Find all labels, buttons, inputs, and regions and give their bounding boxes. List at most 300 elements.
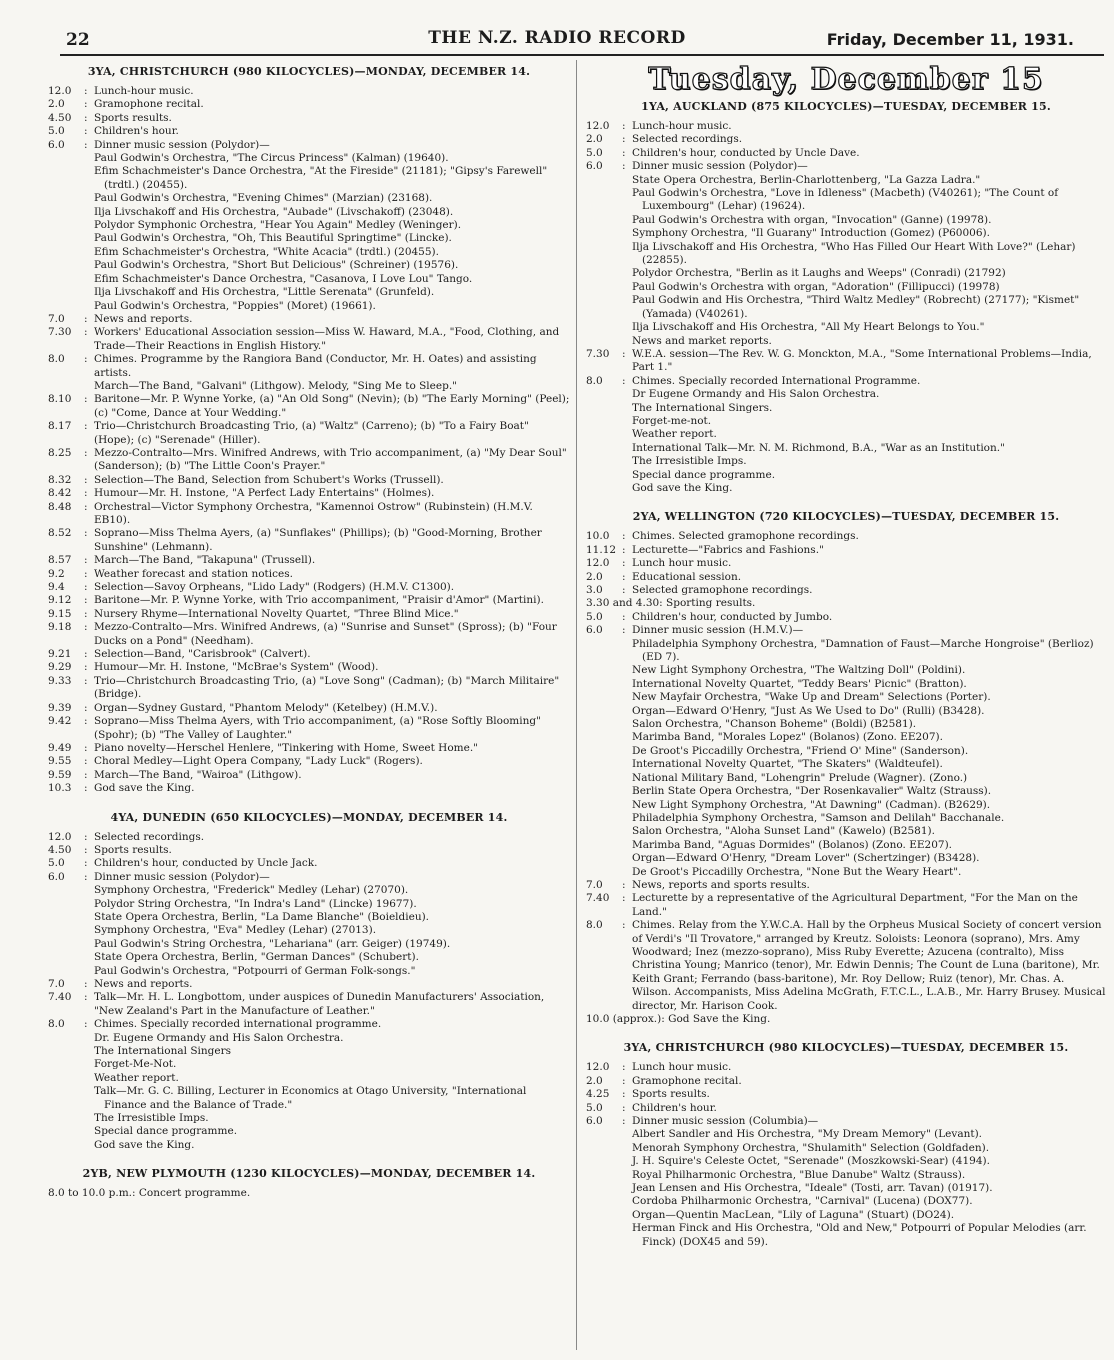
sub-item: Paul Godwin's Orchestra, "The Circus Princess" (Kalman) (19640).	[94, 152, 449, 165]
time: 9.18	[48, 621, 72, 634]
time: 9.59	[48, 768, 72, 781]
schedule-row	[48, 831, 570, 844]
programme-text: Selection—The Band, Selection from Schubert's Works (Trussell).	[94, 473, 444, 486]
sub-item: Symphony Orchestra, "Eva" Medley (Lehar) (27013).	[94, 924, 377, 937]
colon: :	[622, 347, 626, 360]
sub-list	[48, 152, 570, 313]
colon: :	[622, 530, 626, 543]
time: 6.0	[48, 870, 65, 883]
programme-text: Chimes. Specially recorded international programme.	[94, 1018, 382, 1031]
sub-item: Marimba Band, "Morales Lopez" (Bolanos) (Zono. EE207).	[632, 731, 943, 744]
programme-text: Lecturette—"Fabrics and Fashions."	[632, 543, 824, 556]
schedule-row	[48, 742, 570, 755]
schedule-row	[48, 621, 570, 648]
time: 8.25	[48, 446, 72, 459]
time: 9.33	[48, 674, 72, 687]
sub-item: Salon Orchestra, "Aloha Sunset Land" (Kawelo) (B2581).	[632, 825, 935, 838]
colon: :	[84, 487, 88, 500]
sub-item: Symphony Orchestra, "Il Guarany" Introduction (Gomez) (P60006).	[632, 227, 990, 240]
time: 4.25	[586, 1088, 610, 1101]
time: 12.0	[48, 830, 72, 843]
time: 8.42	[48, 487, 72, 500]
colon: :	[84, 581, 88, 594]
programme-text: Mezzo-Contralto—Mrs. Winifred Andrews, (a) "Sunrise and Sunset" (Spross); (b) "Four Ducks on a Pond" (Needham).	[94, 621, 557, 647]
sub-item: The International Singers	[94, 1045, 231, 1058]
sub-item: De Groot's Piccadilly Orchestra, "None But the Weary Heart".	[632, 865, 962, 878]
schedule-row	[48, 675, 570, 702]
colon: :	[84, 782, 88, 795]
sub-item: National Military Band, "Lohengrin" Prelude (Wagner). (Zono.)	[632, 771, 968, 784]
colon: :	[622, 1101, 626, 1114]
colon: :	[84, 420, 88, 433]
programme-text: Mezzo-Contralto—Mrs. Winifred Andrews, with Trio accompaniment, (a) "My Dear Soul" (Sanderson); (b) "The Little Coon's Prayer."	[94, 446, 567, 473]
colon: :	[84, 138, 88, 151]
time: 7.30	[48, 326, 72, 339]
colon: :	[84, 393, 88, 406]
schedule-row	[586, 375, 1106, 388]
schedule-row	[48, 594, 570, 607]
schedule-row	[48, 608, 570, 621]
time: 6.0	[586, 624, 603, 637]
programme-text: Choral Medley—Light Opera Company, "Lady Luck" (Rogers).	[94, 755, 423, 768]
section-heading: 2YB, NEW PLYMOUTH (1230 KILOCYCLES)—MONDAY, DECEMBER 14.	[82, 1167, 536, 1181]
colon: :	[84, 326, 88, 339]
programme-text: Talk—Mr. H. L. Longbottom, under auspices of Dunedin Manufacturers' Association, "New Zealand's Part in the Manufacture of Leather."	[94, 991, 545, 1017]
time: 5.0	[48, 125, 65, 138]
time: 11.12	[586, 543, 617, 556]
programme-text: Gramophone recital.	[632, 1074, 742, 1087]
sub-item: Weather report.	[632, 428, 717, 441]
time: 9.21	[48, 648, 72, 661]
time: 9.15	[48, 607, 72, 620]
schedule-row	[586, 530, 1106, 543]
schedule-row	[48, 871, 570, 884]
sub-item: Paul Godwin's Orchestra, "Poppies" (Moret) (19661).	[94, 299, 376, 312]
time: 6.0	[586, 160, 603, 173]
sub-item: J. H. Squire's Celeste Octet, "Serenade" (Moszkowski-Sear) (4194).	[632, 1155, 990, 1168]
sub-item: Marimba Band, "Aguas Dormides" (Bolanos) (Zono. EE207).	[632, 838, 952, 851]
schedule-row	[586, 1088, 1106, 1101]
colon: :	[84, 554, 88, 567]
time: 9.39	[48, 701, 72, 714]
programme-text: Humour—Mr. H. Instone, "A Perfect Lady Entertains" (Holmes).	[94, 487, 435, 500]
time: 8.0	[586, 919, 603, 932]
sub-item: Efim Schachmeister's Dance Orchestra, "At the Fireside" (21181); "Gipsy's Farewell" (trdtl.) (20455).	[94, 165, 548, 191]
time: 6.0	[48, 138, 65, 151]
sub-item: Paul Godwin's Orchestra, "Love in Idleness" (Macbeth) (V40261); "The Count of Luxembourg" (Lehar) (19624).	[632, 187, 1059, 213]
sub-item: Ilja Livschakoff and His Orchestra, "Little Serenata" (Grunfeld).	[94, 286, 435, 299]
sub-item: New Light Symphony Orchestra, "At Dawning" (Cadman). (B2629).	[632, 798, 991, 811]
programme-text: Gramophone recital.	[94, 98, 204, 111]
section-heading: 2YA, WELLINGTON (720 KILOCYCLES)—TUESDAY, DECEMBER 15.	[632, 510, 1060, 524]
time: 3.0	[586, 584, 603, 596]
sub-list	[586, 174, 1106, 348]
time: 7.0	[48, 312, 65, 325]
programme-text: News, reports and sports results.	[632, 878, 810, 891]
programme-text: Children's hour, conducted by Jumbo.	[632, 610, 833, 623]
programme-text: Selection—Band, "Carisbrook" (Calvert).	[94, 648, 311, 661]
sub-item: Special dance programme.	[94, 1125, 238, 1138]
colon: :	[84, 830, 88, 843]
colon: :	[84, 111, 88, 124]
sub-item: Cordoba Philharmonic Orchestra, "Carnival" (Lucena) (DOX77).	[632, 1195, 973, 1208]
sub-item: March—The Band, "Galvani" (Lithgow). Melody, "Sing Me to Sleep."	[94, 379, 457, 392]
colon: :	[622, 878, 626, 891]
sub-list	[48, 1032, 570, 1153]
sub-item: Special dance programme.	[632, 468, 776, 481]
programme-text: Lunch hour music.	[632, 557, 732, 570]
programme-text: Soprano—Miss Thelma Ayers, (a) "Sunflakes" (Phillips); (b) "Good-Morning, Brother Sunshine" (Lehmann).	[94, 527, 542, 553]
programme-text: Educational session.	[632, 570, 742, 583]
sub-item: Herman Finck and His Orchestra, "Old and New," Potpourri of Popular Melodies (arr. Finck) (DOX45 and 59).	[632, 1222, 1087, 1248]
programme-text: Children's hour.	[632, 1101, 717, 1114]
sub-item: God save the King.	[632, 481, 733, 494]
sub-list	[586, 388, 1106, 495]
time: 5.0	[586, 610, 603, 623]
colon: :	[84, 870, 88, 883]
programme-text: Piano novelty—Herschel Henlere, "Tinkering with Home, Sweet Home."	[94, 741, 478, 754]
colon: :	[622, 624, 626, 637]
sub-item: Polydor Orchestra, "Berlin as it Laughs and Weeps" (Conradi) (21792)	[632, 267, 1006, 280]
colon: :	[84, 648, 88, 661]
schedule-row	[48, 755, 570, 768]
colon: :	[84, 857, 88, 870]
programme-text: Baritone—Mr. P. Wynne Yorke, (a) "An Old Song" (Nevin); (b) "The Early Morning" (Peel); (c) "Come, Dance at Your Wedding."	[94, 393, 570, 419]
schedule-row	[48, 474, 570, 487]
schedule-row	[586, 1061, 1106, 1074]
programme-text: Weather forecast and station notices.	[94, 567, 293, 580]
issue-date: Friday, December 11, 1931.	[826, 30, 1074, 49]
sub-item: Albert Sandler and His Orchestra, "My Dream Memory" (Levant).	[632, 1128, 982, 1141]
sub-item: Jean Lensen and His Orchestra, "Ideale" (Tosti, arr. Tavan) (01917).	[632, 1182, 993, 1195]
time: 8.0	[586, 374, 603, 387]
schedule-row	[586, 919, 1106, 1013]
sub-list	[48, 380, 570, 393]
sub-item: International Novelty Quartet, "The Skaters" (Waldteufel).	[632, 758, 943, 771]
time: 2.0	[586, 570, 603, 583]
programme-text: Chimes. Specially recorded International Programme.	[632, 374, 921, 387]
colon: :	[622, 1061, 626, 1074]
section-heading: 3YA, CHRISTCHURCH (980 KILOCYCLES)—MONDAY, DECEMBER 14.	[87, 65, 531, 78]
column-divider	[576, 60, 577, 1350]
colon: :	[84, 843, 88, 856]
schedule-row	[586, 624, 1106, 637]
programme-text: Dinner music session (Polydor)—	[632, 160, 808, 173]
colon: :	[622, 892, 626, 905]
spacer	[586, 1026, 1106, 1038]
time: 7.40	[586, 892, 610, 905]
sub-item: Paul Godwin's String Orchestra, "Lehariana" (arr. Geiger) (19749).	[94, 937, 451, 950]
programme-text: Workers' Educational Association session—Miss W. Haward, M.A., "Food, Clothing, and Trade—Their Reactions in English History."	[94, 326, 560, 352]
programme-text: Trio—Christchurch Broadcasting Trio, (a) "Waltz" (Carreno); (b) "To a Fairy Boat" (Hope); (c) "Serenade" (Hiller).	[94, 420, 529, 446]
sub-item: Paul Godwin and His Orchestra, "Third Waltz Medley" (Robrecht) (27177); "Kismet" (Yamada) (V40261).	[632, 294, 1080, 320]
programme-text: Orchestral—Victor Symphony Orchestra, "Kamennoi Ostrow" (Rubinstein) (H.M.V. EB10).	[94, 500, 533, 526]
schedule-row	[586, 571, 1106, 584]
time: 10.3	[48, 782, 72, 795]
colon: :	[622, 1115, 626, 1128]
time: 12.0	[48, 85, 72, 97]
schedule-line	[586, 1013, 1106, 1026]
time: 9.55	[48, 755, 72, 768]
sub-list	[586, 1128, 1106, 1249]
sub-item: Symphony Orchestra, "Frederick" Medley (Lehar) (27070).	[94, 884, 409, 897]
schedule-row	[48, 139, 570, 152]
colon: :	[622, 146, 626, 159]
programme-text: 3.30 and 4.30: Sporting results.	[586, 597, 756, 610]
sub-item: Forget-Me-Not.	[94, 1058, 177, 1071]
right-column	[586, 62, 1106, 1249]
left-column	[48, 62, 570, 1201]
colon: :	[84, 125, 88, 138]
sub-item: Paul Godwin's Orchestra, "Oh, This Beautiful Springtime" (Lincke).	[94, 232, 452, 245]
schedule-row	[48, 568, 570, 581]
programme-text: Lunch-hour music.	[94, 85, 194, 97]
colon: :	[84, 607, 88, 620]
schedule-row	[48, 112, 570, 125]
page-number: 22	[66, 30, 90, 50]
programme-text: Nursery Rhyme—International Novelty Quartet, "Three Blind Mice."	[94, 607, 459, 620]
schedule-row	[586, 879, 1106, 892]
programme-text: Baritone—Mr. P. Wynne Yorke, with Trio accompaniment, "Praisir d'Amor" (Martini).	[94, 594, 544, 607]
sub-item: Paul Godwin's Orchestra with organ, "Invocation" (Ganne) (19978).	[632, 213, 992, 226]
sub-item: Paul Godwin's Orchestra with organ, "Adoration" (Fillipucci) (19978)	[632, 280, 1000, 293]
schedule-row	[48, 844, 570, 857]
sub-item: Philadelphia Symphony Orchestra, "Damnation of Faust—Marche Hongroise" (Berlioz) (ED 7).	[632, 637, 1094, 664]
programme-text: Selected recordings.	[632, 133, 743, 146]
spacer	[586, 495, 1106, 507]
schedule-line	[48, 1187, 570, 1200]
colon: :	[84, 701, 88, 714]
time: 7.40	[48, 991, 72, 1004]
programme-text: 8.0 to 10.0 p.m.: Concert programme.	[48, 1187, 251, 1200]
sub-item: State Opera Orchestra, Berlin, "La Dame Blanche" (Boieldieu).	[94, 910, 430, 923]
colon: :	[84, 85, 88, 97]
schedule-row	[48, 1018, 570, 1031]
programme-text: Organ—Sydney Gustard, "Phantom Melody" (Ketelbey) (H.M.V.).	[94, 701, 438, 714]
schedule-row	[586, 611, 1106, 624]
spacer	[48, 1152, 570, 1164]
sub-item: State Opera Orchestra, Berlin-Charlottenberg, "La Gazza Ladra."	[632, 173, 981, 186]
programme-text: Lunch-hour music.	[632, 120, 732, 132]
colon: :	[84, 768, 88, 781]
day-heading: Tuesday, December 15	[648, 62, 1044, 97]
colon: :	[622, 133, 626, 146]
schedule-line	[586, 597, 1106, 610]
schedule-row	[48, 857, 570, 870]
time: 8.0	[48, 1018, 65, 1031]
colon: :	[84, 1018, 88, 1031]
time: 12.0	[586, 1061, 610, 1074]
spacer	[48, 796, 570, 808]
programme-text: Dinner music session (Polydor)—	[94, 870, 270, 883]
section-heading: 1YA, AUCKLAND (875 KILOCYCLES)—TUESDAY, DECEMBER 15.	[641, 100, 1051, 113]
time: 7.0	[586, 878, 603, 891]
colon: :	[84, 755, 88, 768]
colon: :	[84, 446, 88, 459]
schedule-row	[48, 98, 570, 111]
time: 2.0	[586, 133, 603, 146]
schedule-row	[586, 544, 1106, 557]
colon: :	[84, 741, 88, 754]
sub-item: Dr. Eugene Ormandy and His Salon Orchestra.	[94, 1031, 344, 1044]
schedule-row	[48, 313, 570, 326]
time: 7.0	[48, 978, 65, 990]
programme-text: W.E.A. session—The Rev. W. G. Monckton, M.A., "Some International Problems—India, Part 1."	[632, 347, 1092, 374]
programme-text: God save the King.	[94, 782, 195, 795]
colon: :	[622, 374, 626, 387]
schedule-row	[586, 348, 1106, 375]
time: 8.57	[48, 554, 72, 567]
time: 5.0	[48, 857, 65, 870]
colon: :	[622, 610, 626, 623]
schedule-row	[586, 120, 1106, 133]
colon: :	[622, 543, 626, 556]
sub-item: The International Singers.	[632, 401, 773, 414]
section-heading: 3YA, CHRISTCHURCH (980 KILOCYCLES)—TUESDAY, DECEMBER 15.	[623, 1041, 1069, 1055]
sub-item: State Opera Orchestra, Berlin, "German Dances" (Schubert).	[94, 951, 419, 964]
sub-item: Paul Godwin's Orchestra, "Evening Chimes" (Marzian) (23168).	[94, 192, 433, 205]
colon: :	[84, 674, 88, 687]
masthead: THE N.Z. RADIO RECORD	[428, 28, 686, 48]
sub-item: Organ—Edward O'Henry, "Just As We Used to Do" (Rulli) (B3428).	[632, 704, 985, 717]
colon: :	[622, 919, 626, 932]
time: 6.0	[586, 1115, 603, 1128]
programme-text: March—The Band, "Takapuna" (Trussell).	[94, 554, 316, 567]
programme-text: Lunch hour music.	[632, 1061, 732, 1074]
schedule-row	[48, 782, 570, 795]
programme-text: News and reports.	[94, 978, 193, 990]
sub-list	[586, 638, 1106, 879]
sub-item: God save the King.	[94, 1138, 195, 1151]
colon: :	[622, 120, 626, 132]
time: 8.48	[48, 500, 72, 513]
programme-text: March—The Band, "Wairoa" (Lithgow).	[94, 768, 302, 781]
schedule-row	[48, 447, 570, 474]
colon: :	[622, 557, 626, 570]
programme-text: Children's hour, conducted by Uncle Dave.	[632, 146, 860, 159]
time: 5.0	[586, 1101, 603, 1114]
programme-text: News and reports.	[94, 312, 193, 325]
schedule-row	[48, 554, 570, 567]
sub-item: De Groot's Piccadilly Orchestra, "Friend O' Mine" (Sanderson).	[632, 744, 969, 757]
time: 9.4	[48, 581, 65, 594]
time: 9.2	[48, 567, 65, 580]
time: 5.0	[586, 146, 603, 159]
colon: :	[84, 567, 88, 580]
schedule-row	[48, 715, 570, 742]
schedule-row	[48, 581, 570, 594]
sub-item: The Irresistible Imps.	[632, 455, 747, 468]
programme-text: Children's hour.	[94, 125, 179, 138]
programme-text: Children's hour, conducted by Uncle Jack.	[94, 857, 318, 870]
programme-text: Humour—Mr. H. Instone, "McBrae's System" (Wood).	[94, 661, 379, 674]
sub-item: Royal Philharmonic Orchestra, "Blue Danube" Waltz (Strauss).	[632, 1168, 966, 1181]
schedule-row	[48, 125, 570, 138]
programme-text: Selected gramophone recordings.	[632, 584, 813, 596]
colon: :	[84, 353, 88, 366]
header-rule	[60, 54, 1104, 56]
sub-item: Ilja Livschakoff and His Orchestra, "All My Heart Belongs to You."	[632, 321, 985, 334]
schedule-row	[48, 353, 570, 380]
sub-item: New Mayfair Orchestra, "Wake Up and Dream" Selections (Porter).	[632, 691, 991, 704]
programme-text: Chimes. Relay from the Y.W.C.A. Hall by the Orpheus Musical Society of concert version of Verdi's "Il Trovatore," arranged by Kreutz. Soloists: Leonora (soprano), Mrs. Amy Woodward; Inez (mezzo-soprano), Miss Ruby Everette; Azucena (contralto), Miss Christina Young; Manrico (tenor), Mr. Edwin Dennis; The Count de Luna (baritone), Mr. Keith Grant; Ferrando (bass-baritone), Mr. Roy Dellow; Ruiz (tenor), Mr. Chas. A. Wilson. Accompanists, Miss Adelina McGrath, F.T.C.L., L.A.B., Mr. Harry Brusey. Musical director, Mr. Harison Cook.	[632, 919, 1106, 1012]
time: 8.32	[48, 473, 72, 486]
schedule-row	[48, 393, 570, 420]
colon: :	[84, 621, 88, 634]
colon: :	[622, 1074, 626, 1087]
sub-item: Weather report.	[94, 1071, 179, 1084]
programme-text: Dinner music session (H.M.V.)—	[632, 624, 804, 637]
sub-item: News and market reports.	[632, 334, 772, 347]
schedule-row	[586, 1075, 1106, 1088]
colon: :	[84, 978, 88, 990]
time: 4.50	[48, 843, 72, 856]
colon: :	[622, 160, 626, 173]
sub-item: Polydor Symphonic Orchestra, "Hear You Again" Medley (Weninger).	[94, 219, 462, 232]
schedule-row	[586, 892, 1106, 919]
sub-item: New Light Symphony Orchestra, "The Waltzing Doll" (Poldini).	[632, 664, 966, 677]
time: 2.0	[48, 98, 65, 111]
time: 8.0	[48, 353, 65, 366]
colon: :	[84, 991, 88, 1004]
sub-item: Paul Godwin's Orchestra, "Potpourri of German Folk-songs."	[94, 964, 416, 977]
sub-item: Organ—Edward O'Henry, "Dream Lover" (Schertzinger) (B3428).	[632, 852, 980, 865]
programme-text: Selection—Savoy Orpheans, "Lido Lady" (Rodgers) (H.M.V. C1300).	[94, 581, 455, 594]
sub-item: International Talk—Mr. N. M. Richmond, B.A., "War as an Institution."	[632, 441, 1005, 454]
programme-text: 10.0 (approx.): God Save the King.	[586, 1013, 771, 1025]
sub-item: Efim Schachmeister's Orchestra, "White Acacia" (trdtl.) (20455).	[94, 245, 439, 258]
colon: :	[622, 1088, 626, 1101]
sub-item: Philadelphia Symphony Orchestra, "Samson and Delilah" Bacchanale.	[632, 811, 1005, 824]
sub-item: Efim Schachmeister's Dance Orchestra, "Casanova, I Love Lou" Tango.	[94, 272, 473, 285]
sub-item: Paul Godwin's Orchestra, "Short But Delicious" (Schreiner) (19576).	[94, 259, 459, 272]
schedule-row	[48, 978, 570, 991]
time: 9.12	[48, 594, 72, 607]
time: 8.17	[48, 420, 72, 433]
schedule-row	[48, 661, 570, 674]
sub-item: Berlin State Opera Orchestra, "Der Rosenkavalier" Waltz (Strauss).	[632, 785, 992, 798]
programme-text: Sports results.	[632, 1088, 710, 1101]
time: 7.30	[586, 347, 610, 360]
colon: :	[84, 473, 88, 486]
colon: :	[622, 570, 626, 583]
schedule-row	[48, 85, 570, 98]
page-header	[0, 24, 1114, 52]
sub-item: Salon Orchestra, "Chanson Boheme" (Boldi) (B2581).	[632, 718, 917, 731]
sub-item: The Irresistible Imps.	[94, 1112, 209, 1125]
time: 9.29	[48, 661, 72, 674]
programme-text: Selected recordings.	[94, 830, 205, 843]
schedule-row	[586, 147, 1106, 160]
sub-item: Polydor String Orchestra, "In Indra's Land" (Lincke) 19677).	[94, 897, 417, 910]
colon: :	[84, 527, 88, 540]
schedule-row	[586, 1115, 1106, 1128]
sub-item: Menorah Symphony Orchestra, "Shulamith" Selection (Goldfaden).	[632, 1141, 990, 1154]
schedule-row	[48, 420, 570, 447]
colon: :	[84, 312, 88, 325]
section-heading: 4YA, DUNEDIN (650 KILOCYCLES)—MONDAY, DECEMBER 14.	[110, 810, 508, 824]
time: 2.0	[586, 1074, 603, 1087]
sub-item: Talk—Mr. G. C. Billing, Lecturer in Economics at Otago University, "International Finance and the Balance of Trade."	[94, 1085, 527, 1111]
time: 8.52	[48, 527, 72, 540]
schedule-row	[586, 1102, 1106, 1115]
sub-item: Organ—Quentin MacLean, "Lily of Laguna" (Stuart) (DO24).	[632, 1208, 955, 1221]
schedule-row	[48, 769, 570, 782]
programme-text: Chimes. Programme by the Rangiora Band (Conductor, Mr. H. Oates) and assisting artists.	[94, 353, 537, 379]
time: 9.42	[48, 715, 72, 728]
programme-text: Dinner music session (Polydor)—	[94, 138, 270, 151]
schedule-row	[48, 487, 570, 500]
